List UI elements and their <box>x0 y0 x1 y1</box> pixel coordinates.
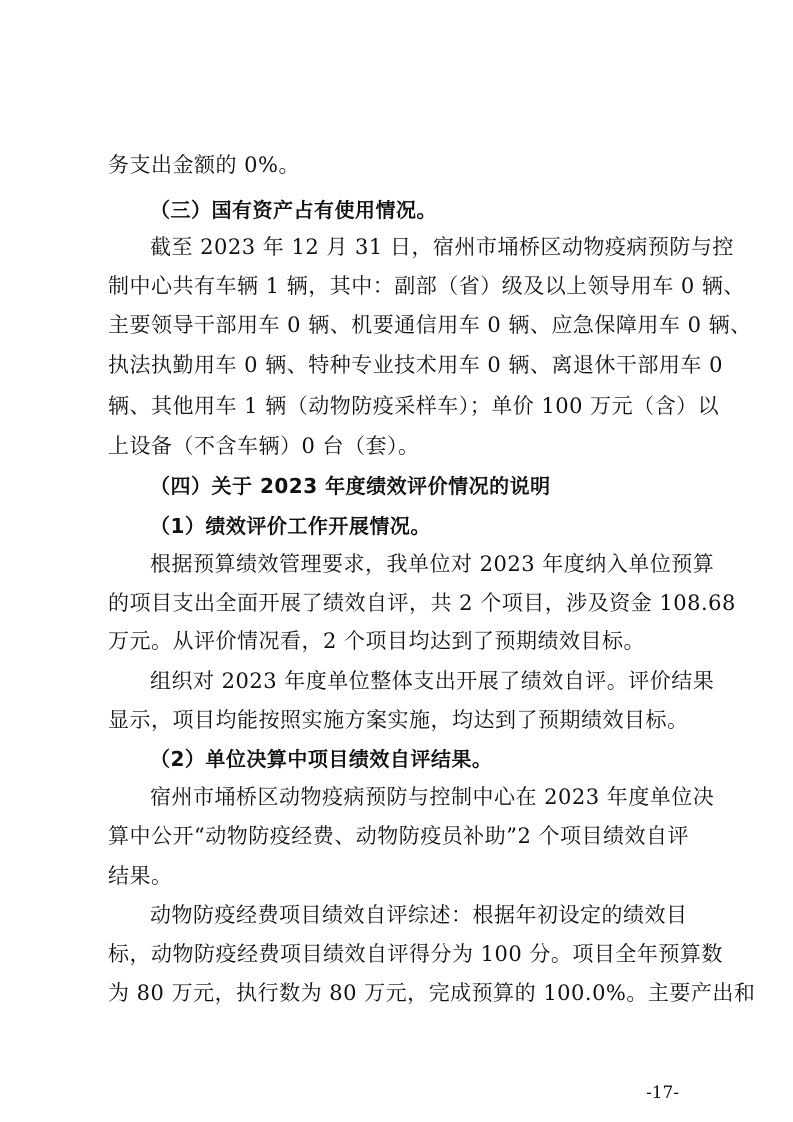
body-text-line: 标，动物防疫经费项目绩效自评得分为 100 分。项目全年预算数 <box>108 942 723 966</box>
body-text-line: 辆、其他用车 1 辆（动物防疫采样车）；单价 100 万元（含）以 <box>108 394 720 418</box>
subsection-heading: （1）绩效评价工作开展情况。 <box>150 514 431 538</box>
body-text-line: 结果。 <box>108 864 173 888</box>
body-text-line: 动物防疫经费项目绩效自评综述：根据年初设定的绩效目 <box>150 903 688 927</box>
page-number: -17- <box>646 1083 680 1103</box>
body-text-line: 万元。从评价情况看，2 个项目均达到了预期绩效目标。 <box>108 629 646 653</box>
section-heading: （三）国有资产占有使用情况。 <box>150 198 437 222</box>
body-text-line: 务支出金额的 0%。 <box>108 153 300 177</box>
body-text-line: 截至 2023 年 12 月 31 日，宿州市埇桥区动物疫病预防与控 <box>150 235 734 259</box>
body-text-line: 组织对 2023 年度单位整体支出开展了绩效自评。评价结果 <box>150 669 715 693</box>
body-text-line: 算中公开“动物防疫经费、动物防疫员补助”2 个项目绩效自评 <box>108 824 690 848</box>
body-text-line: 显示，项目均能按照实施方案实施，均达到了预期绩效目标。 <box>108 708 689 732</box>
body-text-line: 根据预算绩效管理要求，我单位对 2023 年度纳入单位预算 <box>150 552 715 576</box>
body-text-line: 上设备（不含车辆）0 台（套）。 <box>108 434 420 458</box>
subsection-heading: （2）单位决算中项目绩效自评结果。 <box>150 747 493 771</box>
body-text-line: 执法执勤用车 0 辆、特种专业技术用车 0 辆、离退休干部用车 0 <box>108 353 723 377</box>
body-text-line: 为 80 万元，执行数为 80 万元，完成预算的 100.0%。主要产出和 <box>108 981 756 1005</box>
body-text-line: 宿州市埇桥区动物疫病预防与控制中心在 2023 年度单位决 <box>150 785 715 809</box>
body-text-line: 的项目支出全面开展了绩效自评，共 2 个项目，涉及资金 108.68 <box>108 591 736 615</box>
body-text-line: 制中心共有车辆 1 辆，其中：副部（省）级及以上领导用车 0 辆、 <box>108 274 745 298</box>
section-heading: （四）关于 2023 年度绩效评价情况的说明 <box>150 474 551 498</box>
body-text-line: 主要领导干部用车 0 辆、机要通信用车 0 辆、应急保障用车 0 辆、 <box>108 313 752 337</box>
